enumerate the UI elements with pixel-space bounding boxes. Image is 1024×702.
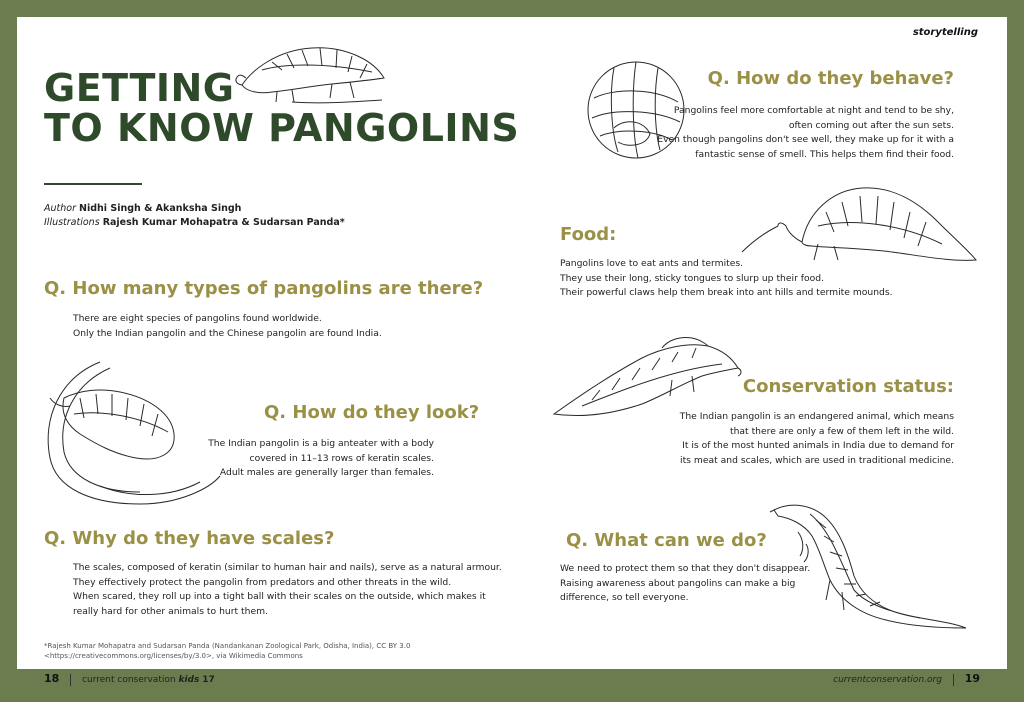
- text-line: really hard for other animals to hurt them.: [73, 605, 268, 617]
- food-heading: Food:: [560, 224, 617, 245]
- author-line: [44, 202, 345, 216]
- mother-pangolin-illustration: [552, 334, 744, 420]
- right-page-number: 19: [964, 672, 980, 685]
- text-line: It is of the most hunted animals in India due to demand for: [682, 440, 954, 451]
- footnote-line: <https://creativecommons.org/licenses/by/3.0>, via Wikimedia Commons: [44, 652, 303, 660]
- eating-pangolin-illustration: [742, 182, 978, 268]
- footnote: [44, 641, 410, 661]
- types-text: [73, 312, 382, 341]
- text-line: When scared, they roll up into a tight ball with their scales on the outside, which makes it: [73, 591, 486, 602]
- publication-name: current conservation: [82, 675, 176, 685]
- left-footer: [44, 672, 215, 686]
- scales-text: [73, 561, 502, 619]
- issue-number: 17: [202, 675, 215, 685]
- food-text: [560, 257, 893, 301]
- illustrator-names: Rajesh Kumar Mohapatra & Sudarsan Panda*: [102, 217, 345, 228]
- text-line: fantastic sense of smell. This helps them find their food.: [695, 148, 954, 160]
- text-line: They effectively protect the pangolin from predators and other threats in the wild.: [73, 576, 452, 588]
- section-tag: storytelling: [912, 27, 978, 38]
- text-line: often coming out after the sun sets.: [788, 119, 954, 131]
- credits-divider: [44, 183, 142, 185]
- text-line: Pangolins love to eat ants and termites.: [560, 258, 744, 269]
- left-page-number: 18: [44, 672, 60, 685]
- pangolin-in-bowl-illustration: [40, 358, 230, 508]
- right-footer: [833, 672, 980, 686]
- footer-divider: [953, 674, 954, 686]
- look-heading: Q. How do they look?: [264, 402, 480, 423]
- author-names: Nidhi Singh & Akanksha Singh: [79, 203, 242, 214]
- credits: [44, 202, 345, 230]
- title-line-1: GETTING: [44, 66, 235, 110]
- footnote-line: *Rajesh Kumar Mohapatra and Sudarsan Panda (Nandankanan Zoological Park, Odisha, India), CC BY 3.0: [44, 642, 411, 650]
- behave-heading: Q. How do they behave?: [707, 68, 954, 89]
- text-line: covered in 11–13 rows of keratin scales.: [249, 452, 434, 464]
- text-line: that there are only a few of them left in the wild.: [730, 425, 954, 437]
- types-heading: Q. How many types of pangolins are there?: [44, 278, 484, 299]
- author-label: Author: [44, 203, 76, 214]
- behave-text: [657, 104, 954, 162]
- text-line: The Indian pangolin is a big anteater with a body: [208, 438, 434, 449]
- text-line: The scales, composed of keratin (similar to human hair and nails), serve as a natural armour.: [73, 562, 502, 573]
- conservation-text: [680, 410, 954, 468]
- scales-heading: Q. Why do they have scales?: [44, 528, 335, 549]
- look-text: [208, 437, 434, 481]
- text-line: Their powerful claws help them break into ant hills and termite mounds.: [560, 287, 893, 298]
- action-heading: Q. What can we do?: [566, 530, 767, 551]
- text-line: There are eight species of pangolins found worldwide.: [73, 313, 322, 324]
- website-url: currentconservation.org: [833, 675, 942, 685]
- walking-pangolin-illustration: [232, 40, 392, 106]
- text-line: They use their long, sticky tongues to slurp up their food.: [560, 272, 824, 284]
- text-line: Adult males are generally larger than females.: [219, 467, 434, 478]
- illustrations-line: [44, 216, 345, 230]
- text-line: Even though pangolins don't see well, they make up for it with a: [657, 134, 954, 145]
- text-line: Raising awareness about pangolins can make a big: [560, 577, 796, 589]
- text-line: We need to protect them so that they don't disappear.: [560, 563, 811, 574]
- text-line: Pangolins feel more comfortable at night and tend to be shy,: [673, 105, 954, 116]
- kids-label: kids: [178, 675, 200, 685]
- text-line: its meat and scales, which are used in traditional medicine.: [680, 454, 954, 466]
- text-line: The Indian pangolin is an endangered animal, which means: [679, 411, 954, 422]
- text-line: Only the Indian pangolin and the Chinese pangolin are found India.: [73, 327, 382, 339]
- title-line-2: TO KNOW PANGOLINS: [44, 106, 520, 150]
- standing-pangolin-illustration: [770, 500, 970, 630]
- text-line: difference, so tell everyone.: [560, 592, 689, 603]
- conservation-heading: Conservation status:: [742, 376, 954, 397]
- footer-divider: [70, 674, 71, 686]
- illustrations-label: Illustrations: [44, 217, 100, 228]
